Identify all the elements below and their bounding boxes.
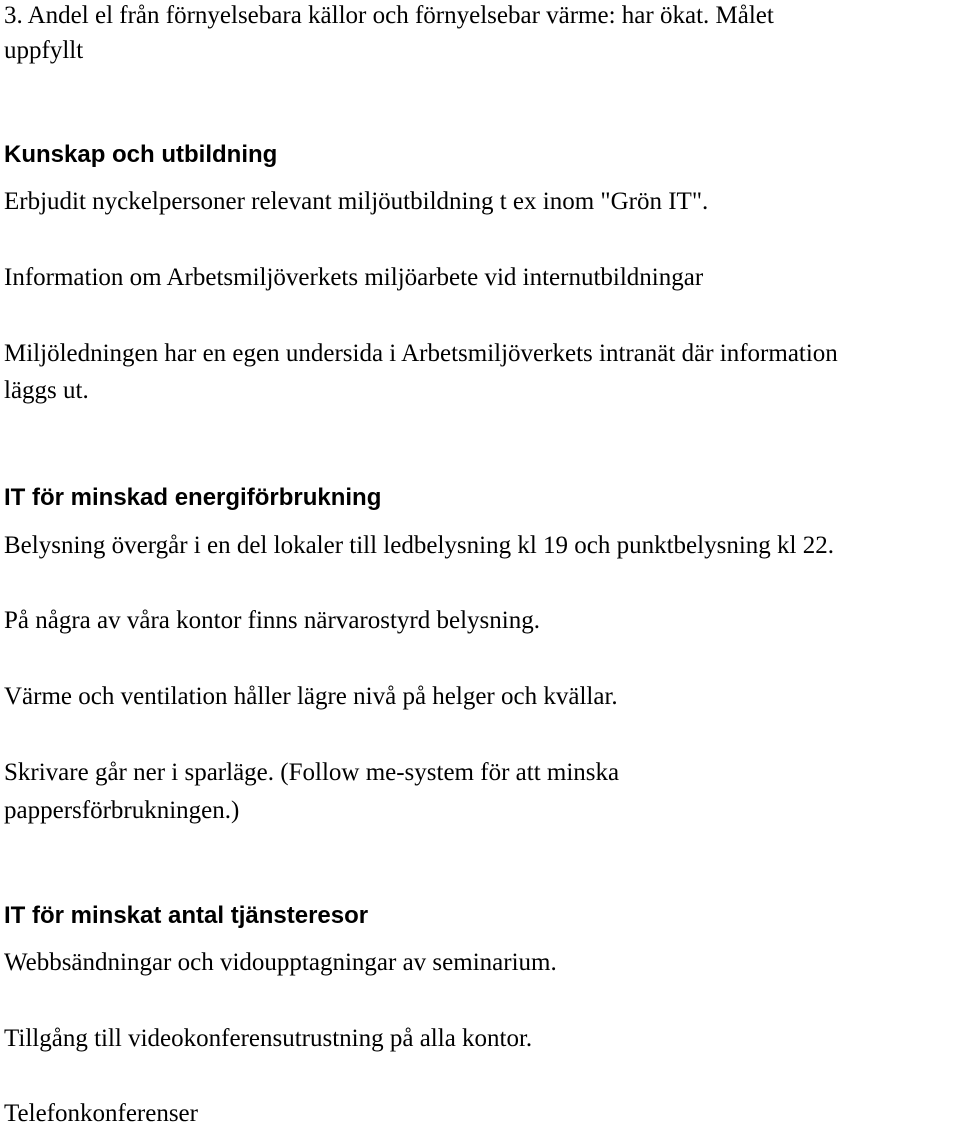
paragraph-intranat-line-1: Miljöledningen har en egen undersida i Arbetsmiljöverkets intranät där information — [4, 340, 838, 367]
heading-kunskap-och-utbildning: Kunskap och utbildning — [4, 141, 278, 168]
paragraph-intranat-line-2: läggs ut. — [4, 377, 89, 404]
intro-line-2: uppfyllt — [4, 37, 84, 64]
paragraph-information: Information om Arbetsmiljöverkets miljöarbete vid internutbildningar — [4, 264, 704, 291]
paragraph-belysning: Belysning övergår i en del lokaler till ledbelysning kl 19 och punktbelysning kl 22. — [4, 532, 834, 559]
paragraph-webbsandningar: Webbsändningar och vidoupptagningar av seminarium. — [4, 949, 557, 976]
paragraph-narvarostyrd: På några av våra kontor finns närvarostyrd belysning. — [4, 607, 540, 634]
paragraph-utbildning: Erbjudit nyckelpersoner relevant miljöutbildning t ex inom "Grön IT". — [4, 188, 709, 215]
paragraph-telefonkonferenser: Telefonkonferenser — [4, 1100, 198, 1127]
paragraph-skrivare-line-1: Skrivare går ner i sparläge. (Follow me-system för att minska — [4, 759, 620, 786]
heading-it-tjansteresor: IT för minskat antal tjänsteresor — [4, 902, 369, 929]
intro-line-1: 3. Andel el från förnyelsebara källor och förnyelsebar värme: har ökat. Målet — [4, 2, 774, 29]
paragraph-varme-ventilation: Värme och ventilation håller lägre nivå på helger och kvällar. — [4, 683, 618, 710]
heading-it-energiforbrukning: IT för minskad energiförbrukning — [4, 484, 382, 511]
paragraph-videokonferens: Tillgång till videokonferensutrustning på alla kontor. — [4, 1025, 533, 1052]
paragraph-skrivare-line-2: pappersförbrukningen.) — [4, 797, 240, 824]
